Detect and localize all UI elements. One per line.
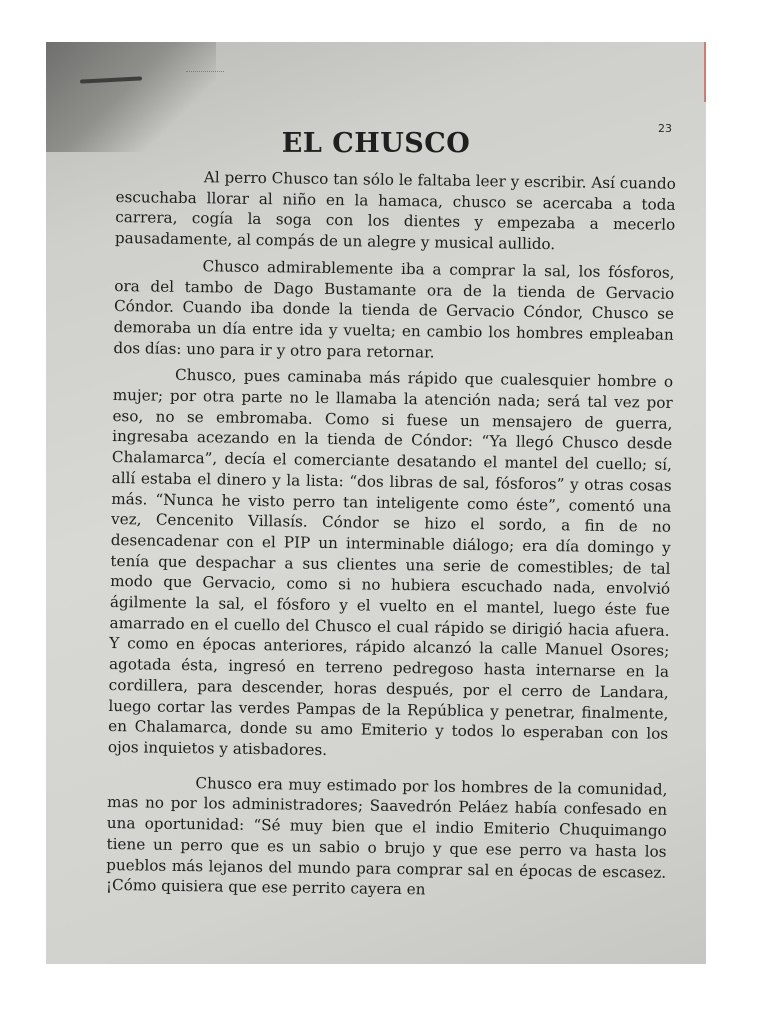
red-edge [704,42,706,102]
chapter-title: EL CHUSCO [281,128,471,159]
paragraph-3: Chusco, pues caminaba más rápido que cualesquier hombre o mujer; por otra parte no le llamaba la atención nada; será tal vez por eso, no se embromaba. Como si fuese un mensajero de guerra, ingresaba acezando en la tienda de Cóndor: “Ya llegó Chusco desde Chalamarca”, decía el comerciante desatando el mantel del cuello; sí, allí estaba el dinero y la lista: “dos libras de sal, fósforos” y otras cosas más. “Nunca he visto perro tan inteligente como éste”, comentó una vez, Cencenito Villasís. Cóndor se hizo el sordo, a fin de no desencadenar con el PIP un interminable diálogo; era día domingo y tenía que despachar a sus clientes una serie de comestibles; de tal modo que Gervacio, como si no hubiera escuchado nada, envolvió ágilmente la sal, el fósforo y el vuelto en el mantel, luego éste fue amarrado en el cuello del Chusco el cual rápido se dirigió hacia afuera. Y como en épocas anteriores, rápido alcanzó la calle Manuel Osores; agotada ésta, ingresó en terreno pedregoso hasta internarse en la cordillera, para descender, horas después, por el cerro de Landara, luego cortar las verdes Pampas de la República y penetrar, finalmente, en Chalamarca, donde su amo Emiterio y todos lo esperaban con los ojos inquietos y atisbadores. [107,366,674,759]
paragraph-4: Chusco era muy estimado por los hombres de la comunidad, mas no por los administradores; Saavedrón Peláez había confesado en una oportunidad: “Sé muy bien que el indio Emiterio Chuquimango tiene un perro que es un sabio o brujo y que ese perro va hasta los pueblos más lejanos del mundo para comprar sal en épocas de escasez. ¡Cómo quisiera que ese perrito cayera en [105,773,668,899]
pencil-scribble [186,68,224,72]
page-number: 23 [658,122,672,135]
page-photo [46,42,706,964]
paragraph-2: Chusco admirablemente iba a comprar la sal, los fósforos, ora del tambo de Dago Bustamante ora de la tienda de Gervacio Cóndor. Cuando iba donde la tienda de Gervacio Cóndor, Chusco se demoraba un día entre ida y vuelta; en cambio los hombres empleaban dos días: uno para ir y otro para retornar. [113,257,675,362]
paragraph-1: Al perro Chusco tan sólo le faltaba leer y escribir. Así cuando escuchaba llorar al niño en la hamaca, chusco se acercaba a toda carrera, cogía la soga con los dientes y empezaba a mecerlo pausadamente, al compás de un alegre y musical aullido. [114,168,676,254]
body-text [106,166,676,904]
